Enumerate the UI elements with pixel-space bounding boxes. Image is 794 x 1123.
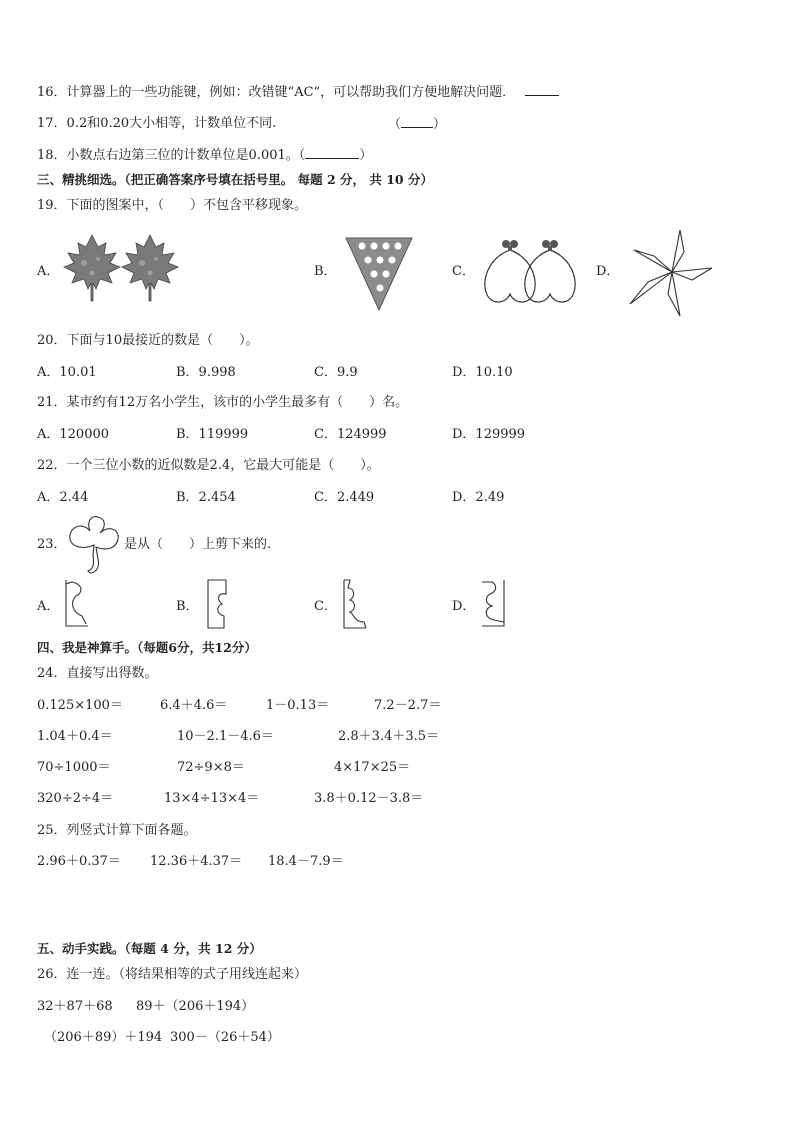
question-21-text: 21．某市约有12万名小学生，该市的小学生最多有（ ）名。 bbox=[37, 395, 409, 410]
snowflake-triangle-icon[interactable] bbox=[344, 236, 414, 312]
answer-paren-17: （ ） bbox=[388, 117, 447, 132]
answer-blank-16[interactable] bbox=[525, 83, 559, 96]
match-left-2[interactable]: （206＋89）＋194 bbox=[44, 1030, 163, 1045]
expr-r3-c2: 72÷9×8＝ bbox=[177, 760, 245, 775]
q22-option-b[interactable]: B．2.454 bbox=[176, 490, 236, 505]
expr-r1-c1: 0.125×100＝ bbox=[37, 698, 123, 713]
expr-r4-c1: 320÷2÷4＝ bbox=[37, 791, 114, 806]
question-16-text: 16．计算器上的一些功能键，例如：改错键“AC“，可以帮助我们方便地解决问题． bbox=[37, 85, 516, 100]
answer-blank-18[interactable] bbox=[305, 146, 359, 159]
expr-r2-c2: 10－2.1－4.6＝ bbox=[177, 729, 274, 744]
q22-option-a[interactable]: A．2.44 bbox=[37, 490, 89, 505]
vertical-calc-2: 12.36＋4.37＝ bbox=[150, 854, 243, 869]
expr-r1-c2: 6.4＋4.6＝ bbox=[160, 698, 228, 713]
q19-option-d-label[interactable]: D． bbox=[596, 264, 620, 279]
match-left-1[interactable]: 32＋87＋68 bbox=[37, 999, 113, 1014]
section-5-title: 五、动手实践。（每题 4 分，共 12 分） bbox=[37, 941, 262, 956]
q21-option-d[interactable]: D．129999 bbox=[452, 427, 526, 442]
q22-option-d[interactable]: D．2.49 bbox=[452, 490, 505, 505]
folded-paper-d-icon[interactable] bbox=[478, 578, 508, 630]
q22-option-c[interactable]: C．2.449 bbox=[314, 490, 375, 505]
pinwheel-icon[interactable] bbox=[626, 228, 714, 318]
twin-bag-icon[interactable] bbox=[480, 234, 582, 310]
question-22-text: 22．一个三位小数的近似数是2.4，它最大可能是（ ）。 bbox=[37, 458, 380, 473]
q21-option-b[interactable]: B．119999 bbox=[176, 427, 249, 442]
folded-paper-c-icon[interactable] bbox=[340, 578, 370, 630]
question-17 bbox=[37, 115, 276, 133]
vertical-calc-3: 18.4－7.9＝ bbox=[268, 854, 344, 869]
q23-option-b-label[interactable]: B． bbox=[176, 599, 199, 614]
question-23-number: 23． bbox=[37, 537, 67, 552]
q19-option-a-label[interactable]: A． bbox=[37, 264, 60, 279]
expr-r4-c3: 3.8＋0.12－3.8＝ bbox=[314, 791, 424, 806]
question-18-text: 18．小数点右边第三位的计数单位是0.001。（ bbox=[37, 148, 306, 163]
section-3-title: 三、精挑细选。（把正确答案序号填在括号里。 每题 2 分， 共 10 分） bbox=[37, 172, 433, 187]
expr-r1-c4: 7.2－2.7＝ bbox=[374, 698, 442, 713]
maple-leaves-icon[interactable] bbox=[62, 233, 180, 307]
question-24-text: 24．直接写出得数。 bbox=[37, 666, 158, 681]
question-18: 18．小数点右边第三位的计数单位是0.001。（ ） bbox=[37, 148, 373, 163]
section-4-title: 四、我是神算手。（每题6分，共12分） bbox=[37, 640, 257, 655]
expr-r4-c2: 13×4÷13×4＝ bbox=[164, 791, 260, 806]
q21-option-c[interactable]: C．124999 bbox=[314, 427, 387, 442]
question-19-text: 19．下面的图案中，（ ）不包含平移现象。 bbox=[37, 198, 308, 213]
question-26-text: 26．连一连。（将结果相等的式子用线连起来） bbox=[37, 967, 308, 982]
expr-r2-c1: 1.04＋0.4＝ bbox=[37, 729, 113, 744]
folded-paper-b-icon[interactable] bbox=[202, 578, 232, 630]
question-25-text: 25．列竖式计算下面各题。 bbox=[37, 823, 197, 838]
q19-option-b-label[interactable]: B． bbox=[314, 264, 337, 279]
vertical-calc-1: 2.96＋0.37＝ bbox=[37, 854, 121, 869]
question-23-text: 是从（ ）上剪下来的. bbox=[124, 537, 272, 552]
q20-option-c[interactable]: C．9.9 bbox=[314, 365, 358, 380]
q20-option-b[interactable]: B．9.998 bbox=[176, 365, 236, 380]
answer-blank-17[interactable] bbox=[401, 115, 433, 128]
expr-r3-c1: 70÷1000＝ bbox=[37, 760, 111, 775]
match-right-1[interactable]: 89＋（206＋194） bbox=[136, 999, 255, 1014]
question-20-text: 20．下面与10最接近的数是（ ）。 bbox=[37, 333, 259, 348]
question-17-text: 17．0.2和0.20大小相等，计数单位不同. bbox=[37, 116, 277, 131]
q21-option-a[interactable]: A．120000 bbox=[37, 427, 110, 442]
folded-paper-a-icon[interactable] bbox=[62, 578, 92, 630]
q19-option-c-label[interactable]: C． bbox=[452, 264, 475, 279]
expr-r1-c3: 1－0.13＝ bbox=[266, 698, 330, 713]
q20-option-d[interactable]: D．10.10 bbox=[452, 365, 513, 380]
clover-icon bbox=[66, 515, 122, 575]
match-right-2[interactable]: 300－（26＋54） bbox=[170, 1030, 280, 1045]
q23-option-d-label[interactable]: D． bbox=[452, 599, 476, 614]
q20-option-a[interactable]: A．10.01 bbox=[37, 365, 97, 380]
question-16 bbox=[37, 83, 559, 102]
expr-r3-c3: 4×17×25＝ bbox=[334, 760, 411, 775]
q23-option-c-label[interactable]: C． bbox=[314, 599, 337, 614]
q23-option-a-label[interactable]: A． bbox=[37, 599, 60, 614]
expr-r2-c3: 2.8＋3.4＋3.5＝ bbox=[338, 729, 440, 744]
